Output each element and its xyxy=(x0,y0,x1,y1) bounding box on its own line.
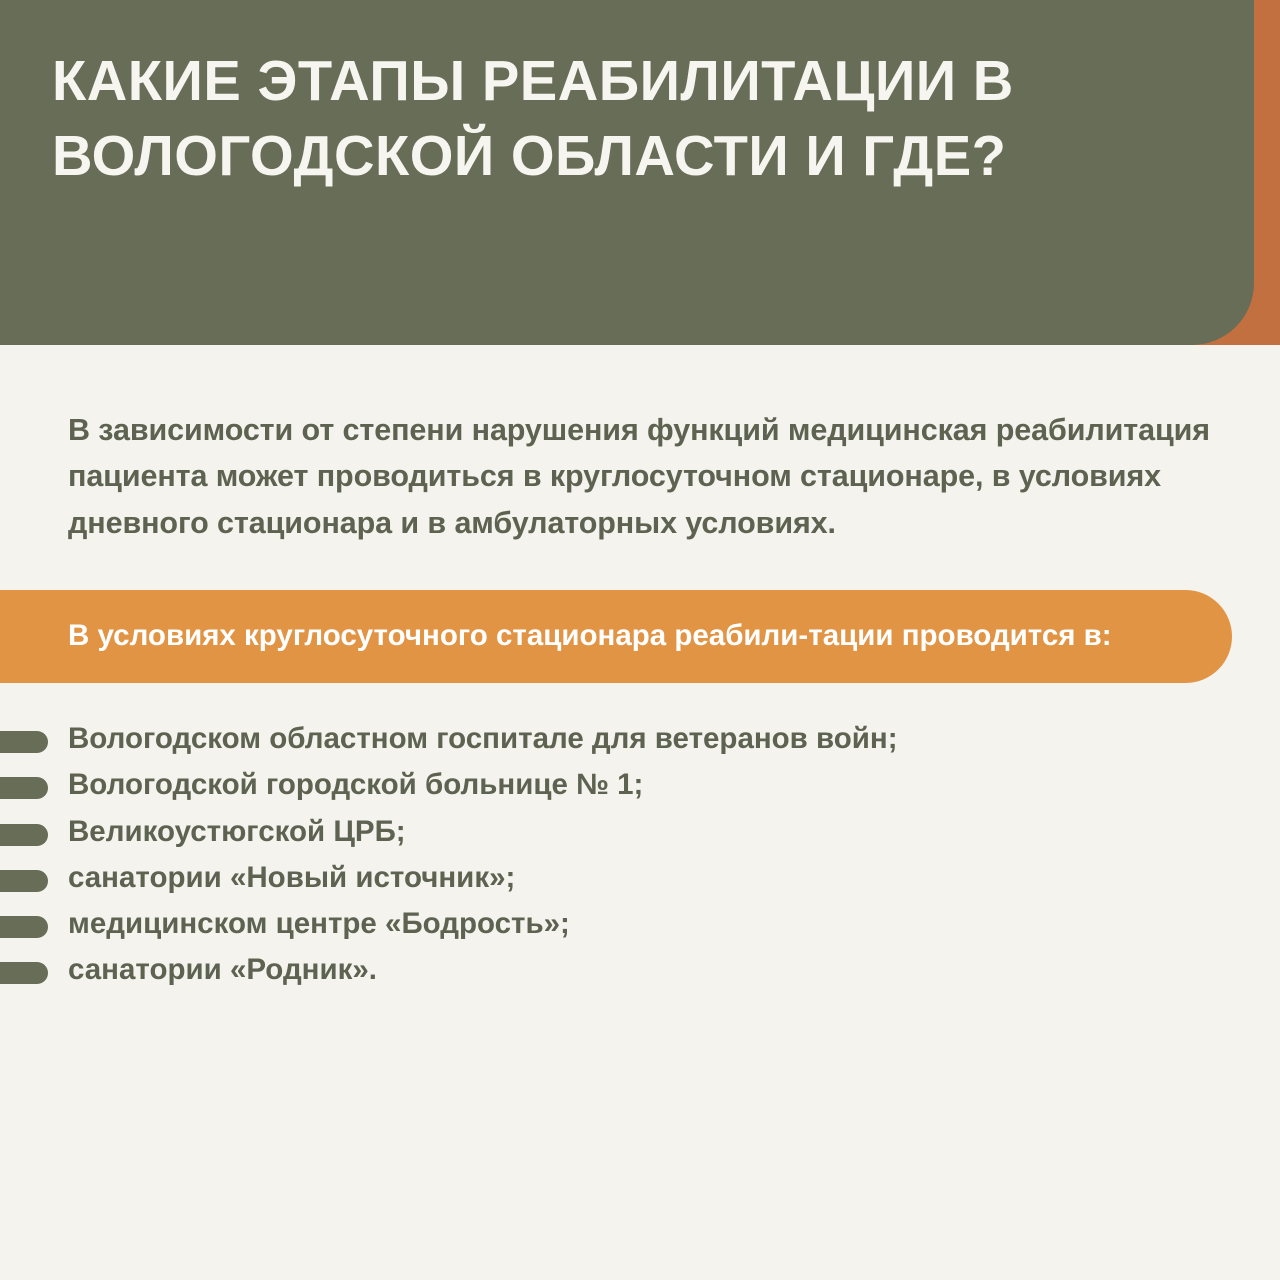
bullet-icon xyxy=(0,777,48,799)
page-title: КАКИЕ ЭТАПЫ РЕАБИЛИТАЦИИ В ВОЛОГОДСКОЙ ОБЛАСТИ И ГДЕ? xyxy=(52,49,1014,189)
list-item-label: Вологодском областном госпитале для ветеранов войн; xyxy=(68,722,898,756)
list-item-label: санатории «Новый источник»; xyxy=(68,860,516,894)
list-item-label: медицинском центре «Бодрость»; xyxy=(68,907,570,941)
list-item xyxy=(0,763,1280,807)
list-item-label: санатории «Родник». xyxy=(68,953,377,987)
list-item-label: Великоустюгской ЦРБ; xyxy=(68,814,406,848)
bullet-icon xyxy=(0,870,48,892)
header xyxy=(0,0,1280,345)
facility-list xyxy=(0,717,1280,993)
bullet-icon xyxy=(0,916,48,938)
list-item xyxy=(0,902,1280,946)
list-item-label: Вологодской городской больнице № 1; xyxy=(68,768,644,802)
bullet-icon xyxy=(0,824,48,846)
list-item xyxy=(0,717,1280,761)
list-item xyxy=(0,810,1280,854)
header-panel xyxy=(0,0,1254,345)
list-item xyxy=(0,948,1280,992)
list-item xyxy=(0,856,1280,900)
bullet-icon xyxy=(0,731,48,753)
callout-banner: В условиях круглосуточного стационара реабили-тации проводится в: xyxy=(0,590,1232,683)
bullet-icon xyxy=(0,962,48,984)
intro-paragraph: В зависимости от степени нарушения функций медицинская реабилитация пациента может проводиться в круглосуточном стационаре, в условиях дневного стационара и в амбулаторных условиях. xyxy=(68,413,1210,540)
